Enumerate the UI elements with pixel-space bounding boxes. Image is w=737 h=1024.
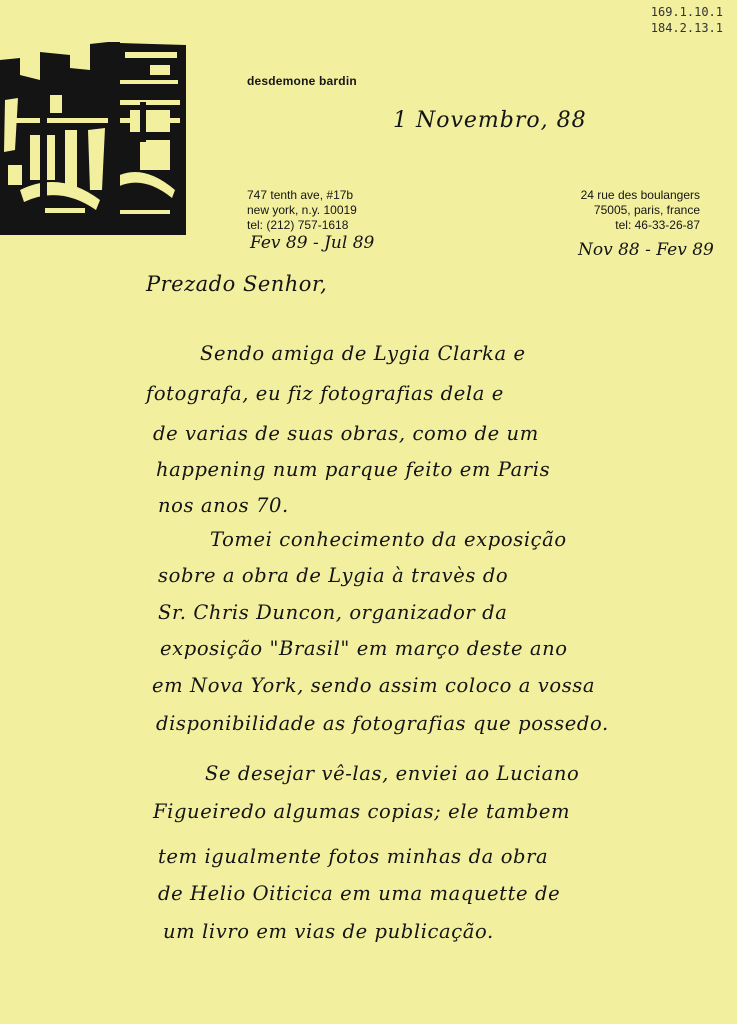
- body-line: Tomei conhecimento da exposição: [210, 528, 567, 551]
- body-line: Sr. Chris Duncon, organizador da: [158, 601, 508, 624]
- archive-ref-line: 169.1.10.1: [650, 5, 723, 19]
- body-line: Se desejar vê-las, enviei ao Luciano: [205, 762, 580, 785]
- body-line: nos anos 70.: [158, 494, 289, 517]
- salutation: Prezado Senhor,: [146, 272, 328, 296]
- body-line: um livro em vias de publicação.: [163, 920, 494, 943]
- body-line: sobre a obra de Lygia à travès do: [158, 564, 509, 587]
- address-new-york: [247, 188, 357, 233]
- body-line: disponibilidade as fotografias que possedo.: [156, 712, 609, 735]
- address-paris: [581, 188, 700, 233]
- body-line: exposição "Brasil" em março deste ano: [160, 637, 568, 660]
- body-line: tem igualmente fotos minhas da obra: [158, 845, 549, 868]
- address-phone: tel: (212) 757-1618: [247, 218, 349, 232]
- address-line: 24 rue des boulangers: [580, 188, 700, 202]
- archive-ref-line: 184.2.13.1: [650, 21, 723, 35]
- body-line: de varias de suas obras, como de um: [153, 422, 539, 445]
- body-line: Sendo amiga de Lygia Clarka e: [200, 342, 526, 365]
- address-phone: tel: 46-33-26-87: [615, 218, 700, 232]
- address-line: 747 tenth ave, #17b: [247, 188, 354, 202]
- body-line: Figueiredo algumas copias; ele tambem: [153, 800, 571, 823]
- body-line: fotografa, eu fiz fotografias dela e: [146, 382, 504, 405]
- body-line: de Helio Oiticica em uma maquette de: [158, 882, 561, 905]
- address-line: 75005, paris, france: [593, 203, 700, 217]
- body-line: em Nova York, sendo assim coloco a vossa: [152, 674, 596, 697]
- sender-name: desdemone bardin: [247, 74, 357, 88]
- body-line: happening num parque feito em Paris: [156, 458, 551, 481]
- archive-reference: [651, 4, 723, 36]
- stay-range-new-york: Fev 89 - Jul 89: [250, 233, 375, 253]
- stay-range-paris: Nov 88 - Fev 89: [578, 240, 714, 260]
- letter-date: 1 Novembro, 88: [393, 108, 587, 133]
- address-line: new york, n.y. 10019: [247, 203, 357, 217]
- woodcut-logo: [0, 40, 186, 235]
